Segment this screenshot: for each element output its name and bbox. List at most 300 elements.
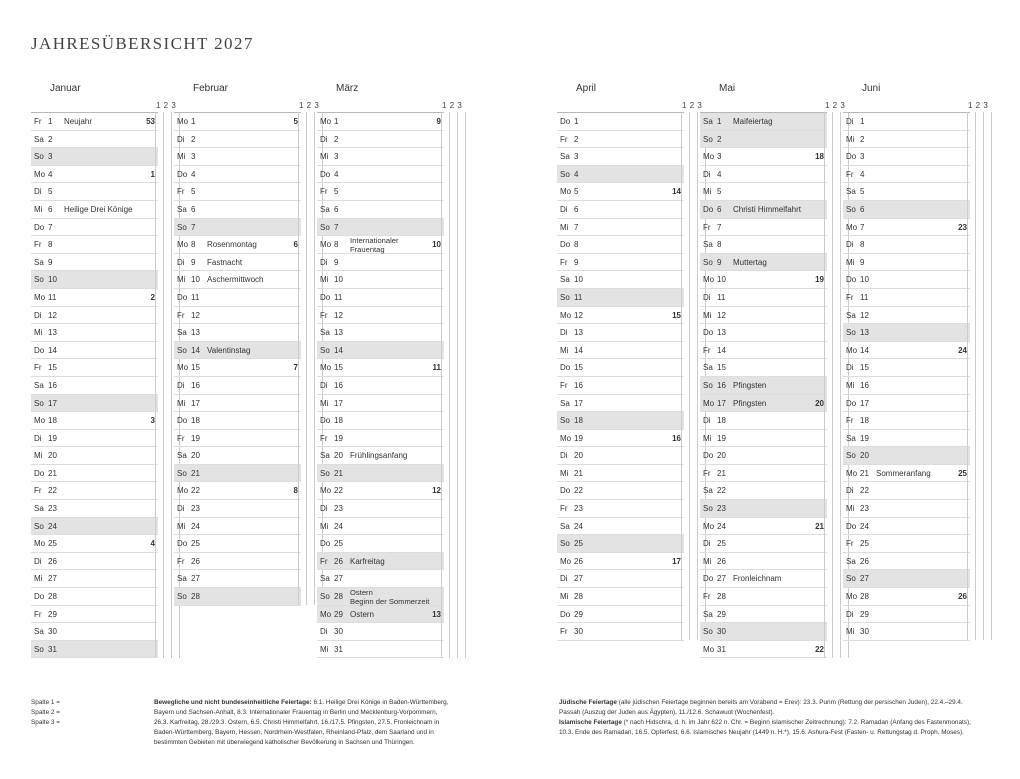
day-number: 1 (191, 117, 196, 126)
day-number: 28 (717, 592, 726, 602)
day-row (174, 535, 301, 553)
column-divider (967, 112, 968, 640)
weekday: Sa (560, 275, 570, 285)
day-number: 1 (717, 117, 722, 126)
weekday: Fr (846, 292, 854, 302)
day-row (557, 412, 684, 430)
day-number: 6 (717, 204, 722, 214)
day-row (843, 236, 970, 254)
day-row (317, 271, 444, 289)
day-number: 25 (48, 539, 57, 549)
day-number: 6 (191, 204, 196, 214)
day-number: 17 (574, 398, 583, 408)
day-number: 15 (717, 363, 726, 373)
day-row (700, 183, 827, 201)
day-row (31, 553, 158, 571)
day-row (174, 430, 301, 448)
weekday: Sa (177, 328, 187, 338)
day-number: 14 (334, 345, 343, 355)
day-row (843, 271, 970, 289)
weekday: Mo (177, 117, 189, 126)
event-label: Valentinstag (207, 345, 251, 355)
column-divider (465, 112, 466, 658)
weekday: Mo (560, 433, 572, 443)
day-row (557, 430, 684, 448)
weekday: Fr (703, 222, 711, 232)
day-number: 20 (574, 451, 583, 461)
day-number: 19 (717, 433, 726, 443)
day-row (31, 412, 158, 430)
weekday: Sa (34, 134, 44, 144)
day-row (317, 377, 444, 395)
day-row (174, 465, 301, 483)
weekday: Di (703, 416, 711, 426)
day-row (843, 500, 970, 518)
day-number: 5 (334, 187, 339, 197)
day-row (317, 518, 444, 536)
weekday: Mi (177, 275, 186, 285)
column-numbers: 1 2 3 (442, 101, 463, 110)
day-row (843, 289, 970, 307)
day-row (843, 588, 970, 606)
day-row (174, 183, 301, 201)
weekday: Di (320, 380, 328, 390)
day-row (700, 641, 827, 659)
weekday: Mi (846, 134, 855, 144)
weekday: Mo (703, 521, 715, 531)
column-divider (441, 112, 442, 658)
day-number: 7 (48, 222, 53, 232)
day-row (557, 553, 684, 571)
day-number: 16 (717, 380, 726, 390)
weekday: Di (34, 433, 42, 443)
event-label: Fastnacht (207, 257, 243, 267)
day-number: 3 (717, 152, 722, 162)
weekday: Fr (34, 363, 42, 373)
day-row (557, 324, 684, 342)
weekday: So (703, 134, 713, 144)
day-number: 27 (191, 574, 200, 584)
weekday: Mi (560, 222, 569, 232)
month-table (700, 112, 827, 658)
weekday: Mo (846, 222, 858, 232)
day-number: 23 (860, 504, 869, 514)
week-number: 23 (958, 222, 967, 232)
day-row (700, 482, 827, 500)
day-number: 13 (717, 328, 726, 338)
day-row (31, 623, 158, 641)
day-number: 17 (717, 398, 726, 408)
day-row (700, 131, 827, 149)
day-row (700, 113, 827, 131)
week-number: 8 (293, 486, 298, 496)
day-row (317, 641, 444, 659)
weekday: Do (320, 416, 331, 426)
day-number: 10 (334, 275, 343, 285)
weekday: Sa (560, 521, 570, 531)
day-row (700, 606, 827, 624)
day-number: 6 (860, 204, 865, 214)
juedisch-text: (alle jüdischen Feiertage beginnen bereits am Vorabend = Erev): 23.3. Purim (Rettung der persischen Juden), 22.4.–29.4. Passah (Auszug der Juden aus Ägypten), 11./12.6. Schawuot (Wochenfest). (559, 699, 963, 716)
month-table (31, 112, 158, 658)
weekday: Sa (320, 574, 330, 584)
weekday: Di (560, 204, 568, 214)
day-row (317, 482, 444, 500)
day-number: 16 (48, 380, 57, 390)
weekday: Fr (34, 609, 42, 619)
weekday: Mo (177, 363, 189, 373)
day-number: 11 (334, 292, 343, 302)
weekday: So (560, 539, 570, 549)
day-number: 15 (334, 363, 343, 373)
month-table (557, 112, 684, 641)
day-row (557, 395, 684, 413)
weekday: Mo (320, 609, 332, 619)
day-number: 14 (48, 345, 57, 355)
day-row (843, 359, 970, 377)
weekday: Mo (320, 363, 332, 373)
day-number: 23 (48, 504, 57, 514)
weekday: Di (703, 292, 711, 302)
day-number: 22 (48, 486, 57, 496)
day-number: 17 (191, 398, 200, 408)
weekday: Do (560, 117, 571, 126)
day-row (843, 395, 970, 413)
weekday: So (177, 345, 187, 355)
day-row (700, 307, 827, 325)
day-number: 30 (334, 627, 343, 637)
day-row (843, 307, 970, 325)
week-number: 25 (958, 468, 967, 478)
day-number: 26 (191, 556, 200, 566)
day-number: 8 (191, 240, 196, 250)
day-number: 26 (334, 556, 343, 566)
event-label: Heilige Drei Könige (64, 204, 133, 214)
event-label: Pfingsten (733, 380, 767, 390)
day-number: 13 (191, 328, 200, 338)
day-number: 28 (191, 592, 200, 602)
weekday: So (846, 451, 856, 461)
day-number: 4 (48, 169, 53, 179)
weekday: Mi (34, 328, 43, 338)
day-number: 30 (717, 627, 726, 637)
week-number: 12 (432, 486, 441, 496)
day-number: 10 (860, 275, 869, 285)
day-number: 5 (860, 187, 865, 197)
day-number: 30 (860, 627, 869, 637)
day-row (317, 359, 444, 377)
day-row (700, 342, 827, 360)
week-number: 6 (293, 240, 298, 250)
weekday: Do (846, 521, 857, 531)
weekday: Sa (703, 117, 713, 126)
weekday: Mo (846, 468, 858, 478)
day-number: 2 (717, 134, 722, 144)
day-row (557, 377, 684, 395)
weekday: Fr (560, 627, 568, 637)
day-number: 19 (191, 433, 200, 443)
event-label: Fronleichnam (733, 574, 782, 584)
weekday: Do (320, 169, 331, 179)
weekday: Mo (703, 152, 715, 162)
day-row (843, 447, 970, 465)
weekday: Mo (560, 556, 572, 566)
day-number: 5 (191, 187, 196, 197)
week-number: 15 (672, 310, 681, 320)
day-row (174, 553, 301, 571)
day-row (31, 254, 158, 272)
weekday: So (560, 416, 570, 426)
weekday: Di (703, 169, 711, 179)
event-label: Sommeranfang (876, 468, 931, 478)
day-number: 6 (574, 204, 579, 214)
day-number: 11 (860, 292, 869, 302)
day-row (31, 324, 158, 342)
day-row (317, 236, 444, 254)
day-row (557, 482, 684, 500)
day-row (31, 236, 158, 254)
weekday: Sa (34, 504, 44, 514)
weekday: So (320, 592, 330, 602)
column-divider (171, 112, 172, 658)
day-number: 7 (574, 222, 579, 232)
day-number: 8 (334, 240, 339, 250)
day-row (31, 465, 158, 483)
column-numbers: 1 2 3 (825, 101, 846, 110)
weekday: So (560, 169, 570, 179)
weekday: Mo (177, 486, 189, 496)
day-row (843, 219, 970, 237)
weekday: Fr (34, 486, 42, 496)
day-number: 13 (860, 328, 869, 338)
weekday: So (320, 222, 330, 232)
weekday: Di (177, 257, 185, 267)
day-number: 4 (717, 169, 722, 179)
day-row (843, 113, 970, 131)
event-label: Internationaler Frauentag (350, 236, 399, 255)
week-number: 24 (958, 345, 967, 355)
day-row (843, 465, 970, 483)
day-row (174, 570, 301, 588)
column-divider (991, 112, 992, 640)
weekday: Do (177, 169, 188, 179)
weekday: Di (177, 134, 185, 144)
weekday: Fr (703, 345, 711, 355)
weekday: Sa (846, 310, 856, 320)
day-row (31, 535, 158, 553)
day-row (557, 166, 684, 184)
weekday: Do (560, 609, 571, 619)
day-row (843, 254, 970, 272)
week-number: 5 (293, 117, 298, 126)
day-row (174, 131, 301, 149)
column-divider (975, 112, 976, 640)
day-row (700, 148, 827, 166)
weekday: Mi (34, 574, 43, 584)
weekday: Di (846, 486, 854, 496)
day-row (557, 447, 684, 465)
weekday: Mi (320, 398, 329, 408)
weekday: Di (560, 328, 568, 338)
day-row (557, 131, 684, 149)
weekday: Di (34, 310, 42, 320)
day-number: 11 (717, 292, 726, 302)
day-row (843, 183, 970, 201)
day-row (557, 113, 684, 131)
day-number: 24 (717, 521, 726, 531)
column-divider (689, 112, 690, 640)
weekday: So (320, 468, 330, 478)
day-number: 12 (191, 310, 200, 320)
day-row (174, 219, 301, 237)
day-row (31, 606, 158, 624)
weekday: So (703, 504, 713, 514)
weekday: Mi (560, 592, 569, 602)
day-number: 16 (860, 380, 869, 390)
day-number: 11 (48, 292, 57, 302)
month-name: Mai (719, 83, 736, 94)
day-number: 17 (48, 398, 57, 408)
weekday: Do (34, 592, 45, 602)
weekday: Do (846, 152, 857, 162)
weekday: Mo (34, 416, 46, 426)
day-number: 22 (191, 486, 200, 496)
week-number: 17 (672, 556, 681, 566)
weekday: Mo (560, 187, 572, 197)
day-number: 21 (334, 468, 343, 478)
day-row (700, 465, 827, 483)
weekday: Mi (846, 504, 855, 514)
day-row (557, 518, 684, 536)
weekday: Mo (34, 292, 46, 302)
day-number: 22 (860, 486, 869, 496)
day-row (557, 588, 684, 606)
day-row (700, 500, 827, 518)
day-number: 11 (191, 292, 200, 302)
day-number: 23 (191, 504, 200, 514)
weekday: Do (560, 486, 571, 496)
weekday: Fr (34, 240, 42, 250)
weekday: Sa (846, 187, 856, 197)
weekday: Fr (846, 539, 854, 549)
day-number: 11 (574, 292, 583, 302)
weekday: So (34, 275, 44, 285)
day-number: 24 (48, 521, 57, 531)
day-number: 29 (717, 609, 726, 619)
day-number: 28 (860, 592, 869, 602)
weekday: Di (846, 240, 854, 250)
day-number: 18 (860, 416, 869, 426)
weekday: Sa (320, 328, 330, 338)
day-row (31, 271, 158, 289)
day-row (700, 236, 827, 254)
weekday: Sa (703, 240, 713, 250)
day-row (700, 570, 827, 588)
day-row (700, 623, 827, 641)
month-name: April (576, 83, 597, 94)
day-row (31, 570, 158, 588)
weekday: Mi (846, 257, 855, 267)
day-row (557, 271, 684, 289)
day-number: 29 (860, 609, 869, 619)
weekday: So (703, 380, 713, 390)
weekday: So (34, 398, 44, 408)
day-row (557, 570, 684, 588)
day-row (700, 447, 827, 465)
weekday: Di (846, 363, 854, 373)
day-row (317, 588, 444, 606)
weekday: Mo (320, 486, 332, 496)
spalte-2-label: Spalte 2 = (31, 709, 60, 716)
day-row (843, 518, 970, 536)
day-row (31, 131, 158, 149)
day-number: 24 (574, 521, 583, 531)
day-number: 2 (191, 134, 196, 144)
day-row (317, 254, 444, 272)
day-row (317, 289, 444, 307)
weekday: Mo (703, 644, 715, 654)
weekday: So (703, 257, 713, 267)
weekday: Do (177, 292, 188, 302)
weekday: Fr (320, 310, 328, 320)
day-number: 21 (48, 468, 57, 478)
day-row (557, 535, 684, 553)
weekday: Mo (560, 310, 572, 320)
feiertage-note (154, 698, 452, 748)
column-numbers: 1 2 3 (968, 101, 989, 110)
weekday: Sa (560, 152, 570, 162)
day-row (317, 131, 444, 149)
day-row (843, 570, 970, 588)
day-row (557, 606, 684, 624)
spalte-1-label: Spalte 1 = (31, 699, 60, 706)
month-name: März (336, 83, 359, 94)
week-number: 26 (958, 592, 967, 602)
day-number: 24 (191, 521, 200, 531)
weekday: Fr (560, 380, 568, 390)
day-number: 21 (717, 468, 726, 478)
column-divider (832, 112, 833, 658)
weekday: Sa (177, 204, 187, 214)
day-number: 13 (48, 328, 57, 338)
day-row (843, 553, 970, 571)
day-number: 25 (860, 539, 869, 549)
day-row (317, 447, 444, 465)
weekday: So (34, 644, 44, 654)
weekday: Sa (703, 486, 713, 496)
day-number: 25 (191, 539, 200, 549)
weekday: So (846, 328, 856, 338)
weekday: Mi (560, 468, 569, 478)
day-row (174, 148, 301, 166)
day-row (317, 430, 444, 448)
weekday: Di (320, 134, 328, 144)
weekday: Fr (560, 257, 568, 267)
day-number: 25 (574, 539, 583, 549)
day-row (557, 623, 684, 641)
weekday: Mi (177, 398, 186, 408)
day-number: 7 (860, 222, 865, 232)
day-row (317, 148, 444, 166)
weekday: Sa (703, 609, 713, 619)
week-number: 13 (432, 609, 441, 619)
day-number: 17 (334, 398, 343, 408)
day-number: 13 (334, 328, 343, 338)
day-row (557, 289, 684, 307)
day-number: 25 (334, 539, 343, 549)
day-number: 28 (574, 592, 583, 602)
day-number: 20 (717, 451, 726, 461)
